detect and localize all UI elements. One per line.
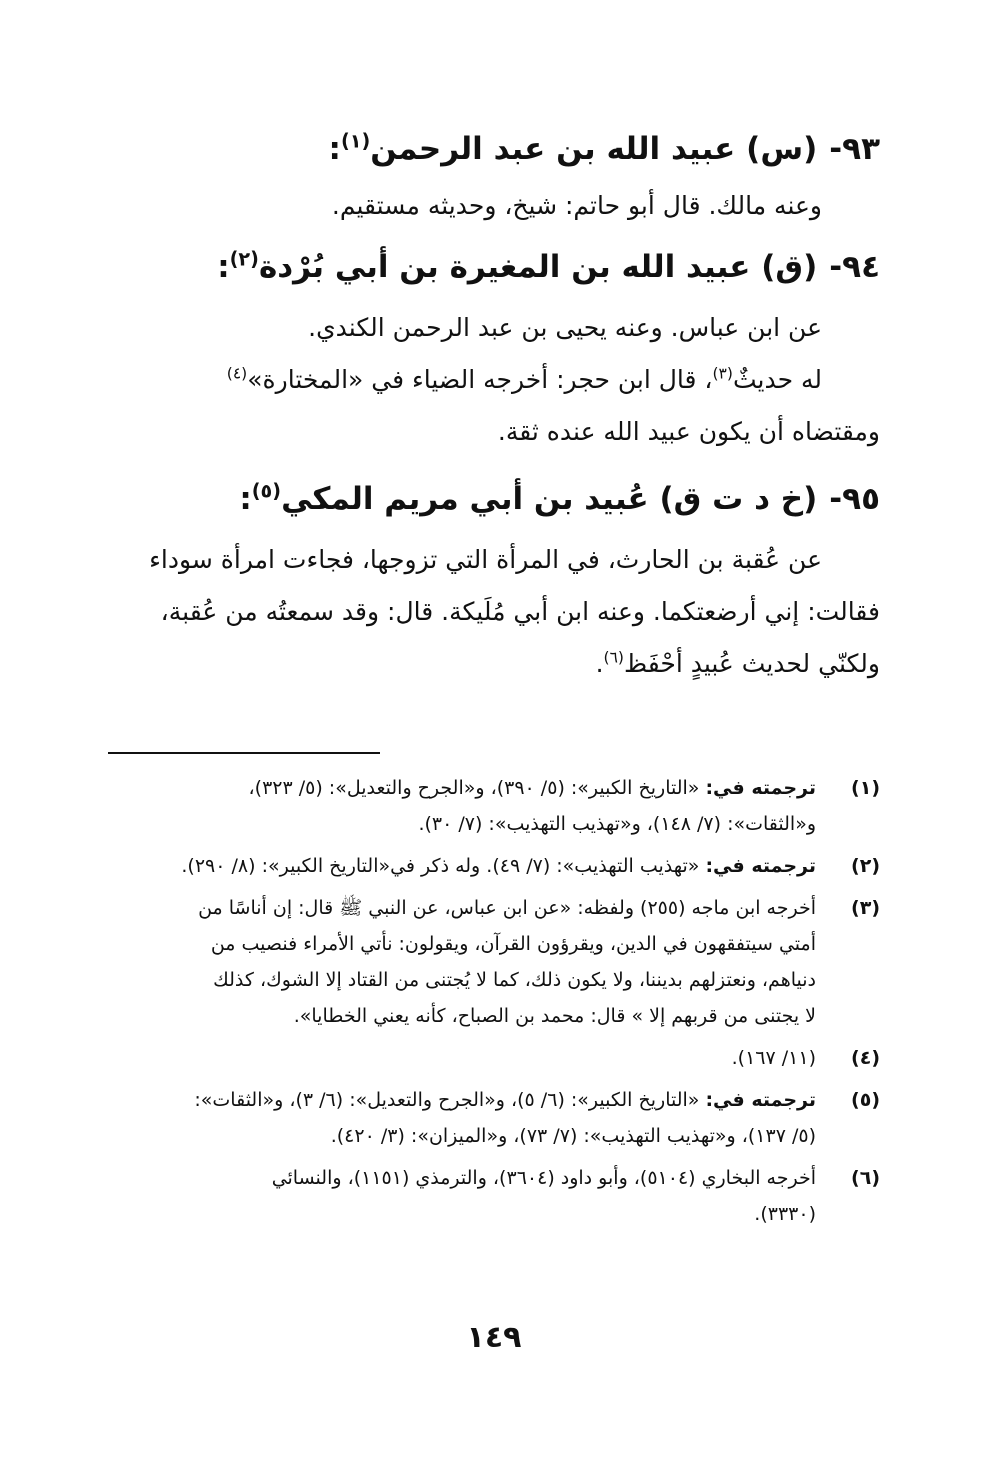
footnote-marker: (٥) — [251, 479, 282, 503]
footnote-line — [108, 848, 816, 884]
entry-94-line-3: ومقتضاه أن يكون عبيد الله عنده ثقة. — [497, 417, 880, 446]
entry-heading-94 — [108, 236, 880, 298]
entry-93-line-1: وعنه مالك. قال أبو حاتم: شيخ، وحديثه مستقيم. — [331, 191, 822, 220]
entry-number: ٩٥- — [829, 481, 880, 517]
colon: : — [217, 249, 230, 285]
footnote-line — [108, 770, 816, 806]
footnote-text: «تهذيب التهذيب»: (٧/ ٤٩). وله ذكر في«التاريخ الكبير»: (٨/ ٢٩٠). — [181, 855, 706, 877]
footnote-text: و«الثقات»: (٧/ ١٤٨)، و«تهذيب التهذيب»: (٧/ ٣٠). — [418, 813, 816, 835]
footnote-1 — [108, 770, 880, 842]
entry-number: ٩٣- — [829, 131, 880, 167]
footnote-number: (٥) — [851, 1089, 880, 1111]
footnote-number: (٢) — [851, 855, 880, 877]
footnote-number: (٦) — [851, 1167, 880, 1189]
footnote-label: ترجمته في: — [705, 1089, 816, 1111]
text-segment: . — [595, 649, 604, 678]
footnote-line — [108, 1082, 816, 1118]
text-segment: ، قال ابن حجر: أخرجه الضياء في «المختارة» — [247, 365, 713, 394]
entry-94-line-2 — [108, 354, 880, 406]
entry-95-line-3 — [108, 638, 880, 690]
footnote-divider — [108, 752, 380, 754]
footnote-5 — [108, 1082, 880, 1154]
footnote-3 — [108, 890, 880, 1034]
entry-title: (س) عبيد الله بن عبد الرحمن — [370, 131, 818, 167]
footnote-marker: (١) — [340, 129, 371, 153]
footnote-number: (٣) — [851, 897, 880, 919]
text-segment: ولكنّي لحديث عُبيدٍ أحْفَظ — [623, 649, 880, 678]
colon: : — [328, 131, 341, 167]
entry-title: (ق) عبيد الله بن المغيرة بن أبي بُرْدة — [258, 249, 818, 285]
entry-95-line-2: فقالت: إني أرضعتكما. وعنه ابن أبي مُلَيكة. قال: وقد سمعتُه من عُقبة، — [160, 597, 880, 626]
footnote-line: (٥/ ١٣٧)، و«تهذيب التهذيب»: (٧/ ٧٣)، و«الميزان»: (٣/ ٤٢٠). — [330, 1125, 816, 1147]
footnote-line: أمتي سيتفقهون في الدين، ويقرؤون القرآن، ويقولون: نأتي الأمراء فنصيب من — [210, 933, 816, 955]
footnote-label: ترجمته في: — [705, 855, 816, 877]
entry-94-line-1: عن ابن عباس. وعنه يحيى بن عبد الرحمن الكندي. — [308, 313, 822, 342]
main-text — [108, 118, 880, 690]
page-number: ١٤٩ — [466, 1320, 522, 1355]
entry-title: (خ د ت ق) عُبيد بن أبي مريم المكي — [281, 481, 818, 517]
footnote-2 — [108, 848, 880, 884]
footnote-number: (١) — [851, 777, 880, 799]
footnote-line: لا يجتنى من قربهم إلا » قال: محمد بن الصباح، كأنه يعني الخطايا». — [293, 1005, 816, 1027]
colon: : — [239, 481, 252, 517]
footnote-4 — [108, 1040, 880, 1076]
footnote-marker: (٤) — [226, 364, 248, 383]
footnote-line: أخرجه البخاري (٥١٠٤)، وأبو داود (٣٦٠٤)، والترمذي (١١٥١)، والنسائي — [271, 1167, 816, 1189]
text-segment: له حديثٌ — [732, 365, 822, 394]
footnote-number: (٤) — [851, 1047, 880, 1069]
footnote-text: «التاريخ الكبير»: (٦/ ٥)، و«الجرح والتعديل»: (٦/ ٣)، و«الثقات»: — [194, 1089, 706, 1111]
footnote-line: (١١/ ١٦٧). — [731, 1047, 816, 1069]
footnote-line: (٣٣٣٠). — [754, 1203, 816, 1225]
footnote-6 — [108, 1160, 880, 1232]
footnote-marker: (٦) — [603, 648, 624, 667]
entry-heading-93 — [108, 118, 880, 180]
entry-number: ٩٤- — [829, 249, 880, 285]
entry-95-line-1: عن عُقبة بن الحارث، في المرأة التي تزوجها، فجاءت امرأة سوداء — [149, 545, 822, 574]
footnote-marker: (٣) — [712, 364, 733, 383]
footnote-text: «التاريخ الكبير»: (٥/ ٣٩٠)، و«الجرح والتعديل»: (٥/ ٣٢٣)، — [248, 777, 706, 799]
entry-heading-95 — [108, 468, 880, 530]
footnote-label: ترجمته في: — [705, 777, 816, 799]
footnotes — [108, 770, 880, 1238]
footnote-line — [108, 806, 816, 842]
footnote-marker: (٢) — [229, 247, 259, 271]
footnote-line: أخرجه ابن ماجه (٢٥٥) ولفظه: «عن ابن عباس، عن النبي ﷺ قال: إن أناسًا من — [198, 897, 816, 919]
footnote-line: دنياهم، ونعتزلهم بديننا، ولا يكون ذلك، كما لا يُجتنى من القتاد إلا الشوك، كذلك — [213, 969, 816, 991]
